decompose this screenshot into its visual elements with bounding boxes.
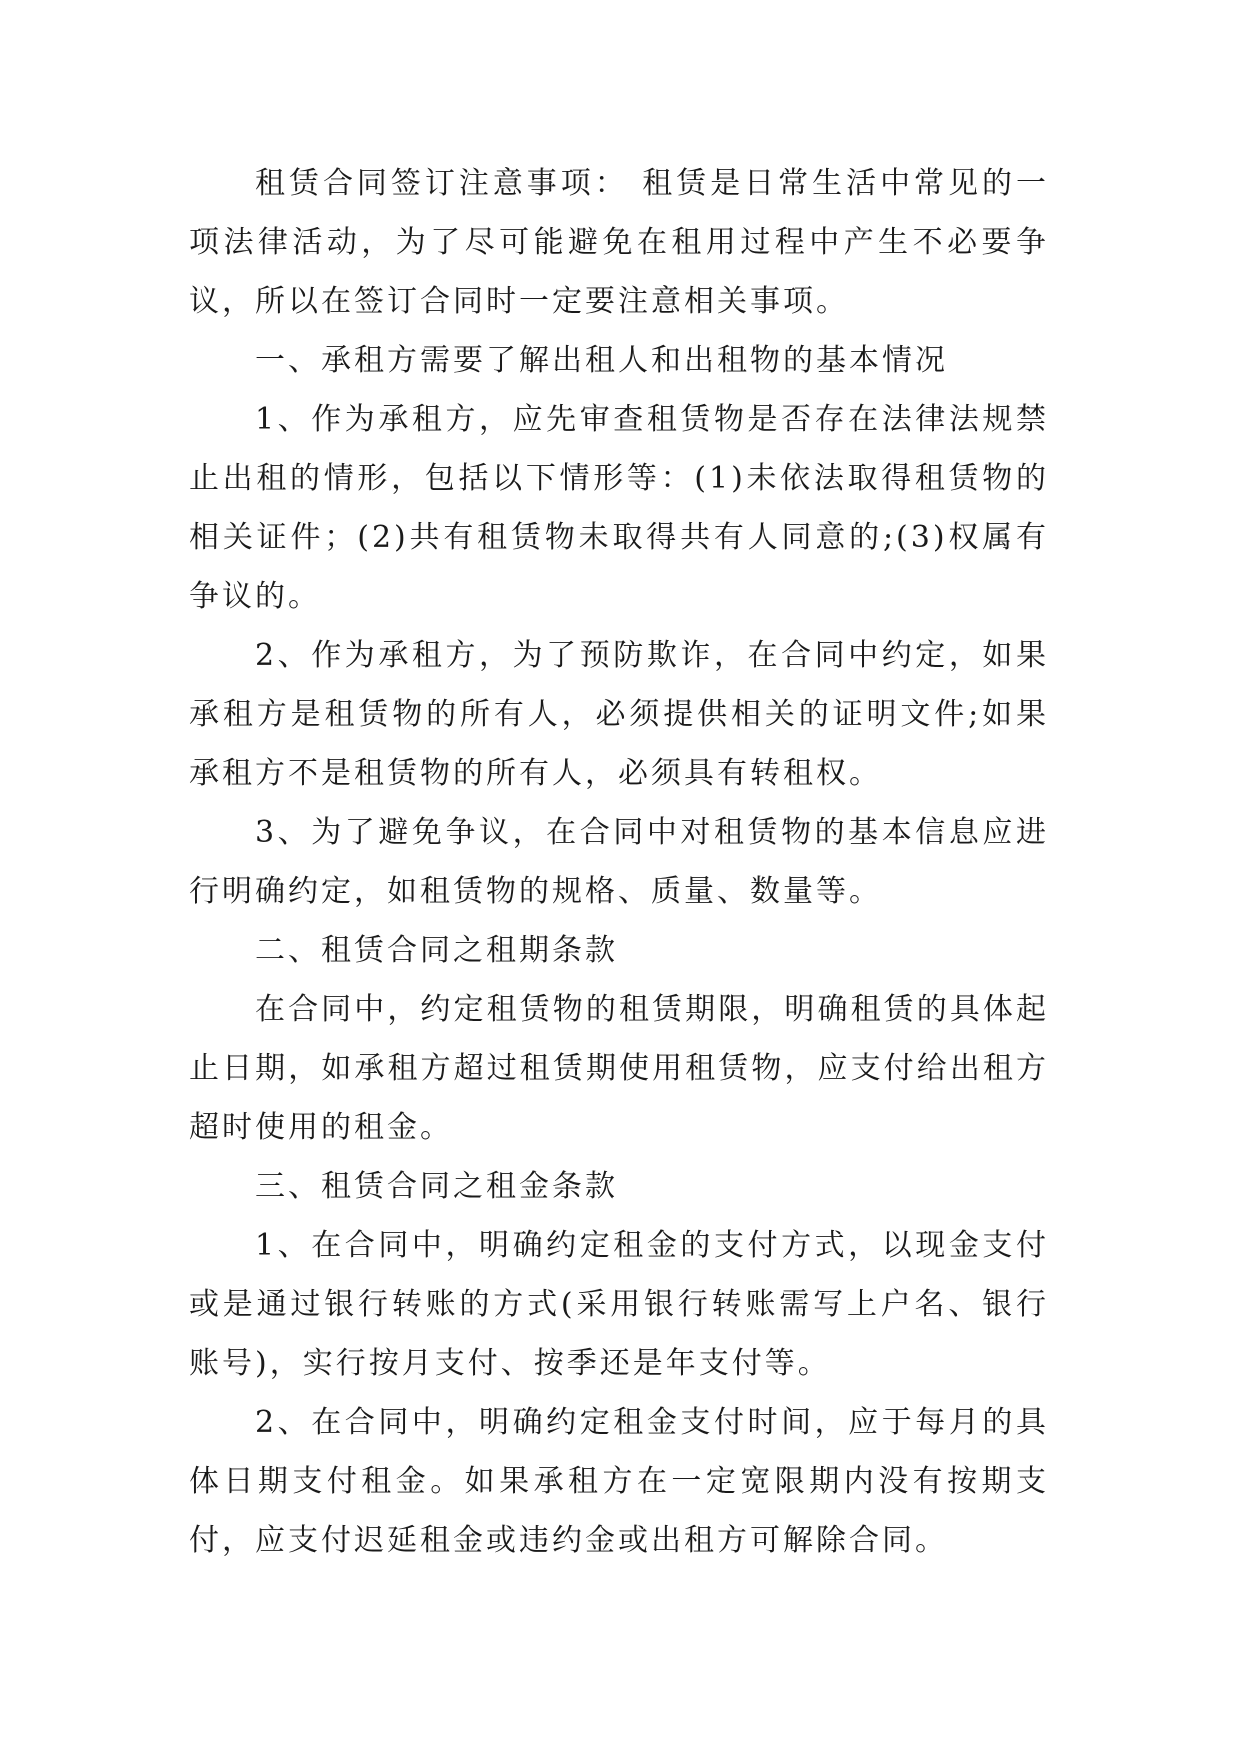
paragraph-3-2: 2、在合同中，明确约定租金支付时间，应于每月的具体日期支付租金。如果承租方在一定宽限期内没有按期支付，应支付迟延租金或违约金或出租方可解除合同。	[189, 1405, 1049, 1558]
section-heading-1: 一、承租方需要了解出租人和出租物的基本情况	[255, 343, 948, 378]
paragraph-1-3: 3、为了避免争议，在合同中对租赁物的基本信息应进行明确约定，如租赁物的规格、质量、数量等。	[189, 815, 1049, 909]
section-heading-3: 三、租赁合同之租金条款	[255, 1169, 618, 1204]
paragraph-2: 在合同中，约定租赁物的租赁期限，明确租赁的具体起止日期，如承租方超过租赁期使用租赁物，应支付给出租方超时使用的租金。	[189, 992, 1049, 1145]
paragraph-3-1: 1、在合同中，明确约定租金的支付方式，以现金支付或是通过银行转账的方式(采用银行转账需写上户名、银行账号)，实行按月支付、按季还是年支付等。	[189, 1228, 1049, 1381]
paragraph-1-1: 1、作为承租方，应先审查租赁物是否存在法律法规禁止出租的情形，包括以下情形等：(1)未依法取得租赁物的相关证件；(2)共有租赁物未取得共有人同意的;(3)权属有争议的。	[189, 402, 1049, 614]
paragraph-1-2: 2、作为承租方，为了预防欺诈，在合同中约定，如果承租方是租赁物的所有人，必须提供相关的证明文件;如果承租方不是租赁物的所有人，必须具有转租权。	[189, 638, 1049, 791]
document-body	[189, 154, 1049, 1570]
section-heading-2: 二、租赁合同之租期条款	[255, 933, 618, 968]
intro-paragraph: 租赁合同签订注意事项： 租赁是日常生活中常见的一项法律活动，为了尽可能避免在租用过程中产生不必要争议，所以在签订合同时一定要注意相关事项。	[189, 166, 1049, 319]
